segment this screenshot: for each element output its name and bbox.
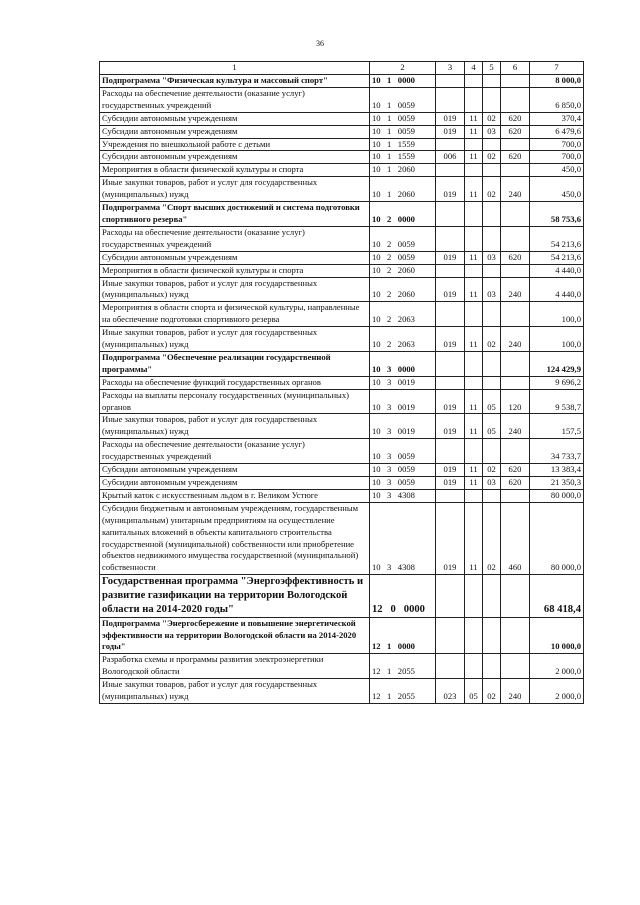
row-name: Разработка схемы и программы развития электроэнергетики Вологодской области (100, 654, 370, 679)
row-subsection-code: 02 (483, 151, 501, 164)
row-section-code: 11 (465, 112, 483, 125)
column-header: 7 (530, 62, 584, 75)
row-amount: 6 850,0 (530, 87, 584, 112)
table-row (100, 464, 584, 477)
row-ministry-code (436, 376, 465, 389)
row-amount: 2 000,0 (530, 679, 584, 704)
row-section-code: 11 (465, 389, 483, 414)
table-row (100, 125, 584, 138)
table-row (100, 575, 584, 617)
row-section-code (465, 575, 483, 617)
row-code-value: 10 3 0019 (372, 401, 415, 412)
row-section-code: 11 (465, 177, 483, 202)
row-expense-type: 240 (501, 679, 530, 704)
row-expense-type (501, 575, 530, 617)
row-name: Подпрограмма "Энергосбережение и повышение энергетической эффективности на территории Вологодской области на 2014-2020 годы" (100, 617, 370, 654)
row-name: Подпрограмма "Спорт высших достижений и система подготовки спортивного резерва" (100, 202, 370, 227)
row-code-value: 10 3 0059 (372, 451, 415, 462)
row-expense-type: 460 (501, 502, 530, 574)
row-code (370, 654, 436, 679)
row-expense-type: 240 (501, 327, 530, 352)
header-row (100, 62, 584, 75)
row-code (370, 464, 436, 477)
table-row (100, 112, 584, 125)
row-subsection-code: 02 (483, 177, 501, 202)
row-code-value: 10 2 2060 (372, 264, 415, 275)
row-code-value: 10 3 0019 (372, 426, 415, 437)
row-name: Подпрограмма "Обеспечение реализации государственной программы" (100, 351, 370, 376)
row-subsection-code (483, 439, 501, 464)
row-code (370, 679, 436, 704)
row-code-value: 10 1 0059 (372, 125, 415, 136)
table-row (100, 617, 584, 654)
row-code (370, 327, 436, 352)
row-name: Иные закупки товаров, работ и услуг для государственных (муниципальных) нужд (100, 327, 370, 352)
table-row (100, 87, 584, 112)
row-expense-type: 120 (501, 389, 530, 414)
row-code-value: 10 2 0059 (372, 251, 415, 262)
row-expense-type: 620 (501, 251, 530, 264)
row-amount: 4 440,0 (530, 277, 584, 302)
row-code (370, 202, 436, 227)
row-expense-type (501, 202, 530, 227)
table-row (100, 264, 584, 277)
row-amount: 124 429,9 (530, 351, 584, 376)
row-code (370, 617, 436, 654)
table-row (100, 414, 584, 439)
table-row (100, 489, 584, 502)
row-code-value: 12 1 0000 (372, 641, 415, 652)
row-ministry-code (436, 351, 465, 376)
row-amount: 450,0 (530, 177, 584, 202)
column-header: 3 (436, 62, 465, 75)
row-expense-type: 620 (501, 477, 530, 490)
table-row (100, 502, 584, 574)
row-section-code: 11 (465, 277, 483, 302)
row-subsection-code: 05 (483, 389, 501, 414)
row-section-code: 11 (465, 502, 483, 574)
row-subsection-code (483, 138, 501, 151)
column-header: 4 (465, 62, 483, 75)
row-subsection-code (483, 351, 501, 376)
row-expense-type: 240 (501, 277, 530, 302)
row-code-value: 10 2 2063 (372, 314, 415, 325)
table-row (100, 177, 584, 202)
row-subsection-code: 02 (483, 327, 501, 352)
row-expense-type: 240 (501, 414, 530, 439)
row-subsection-code (483, 489, 501, 502)
row-section-code (465, 264, 483, 277)
row-code (370, 112, 436, 125)
row-code (370, 264, 436, 277)
row-name: Расходы на обеспечение деятельности (оказание услуг) государственных учреждений (100, 439, 370, 464)
row-name: Учреждения по внешкольной работе с детьми (100, 138, 370, 151)
row-code-value: 10 1 2060 (372, 189, 415, 200)
row-expense-type (501, 439, 530, 464)
row-amount: 80 000,0 (530, 502, 584, 574)
row-section-code (465, 654, 483, 679)
row-code (370, 414, 436, 439)
row-name: Мероприятия в области физической культуры и спорта (100, 264, 370, 277)
row-amount: 10 000,0 (530, 617, 584, 654)
table-row (100, 679, 584, 704)
row-section-code (465, 439, 483, 464)
row-name: Мероприятия в области физической культуры и спорта (100, 164, 370, 177)
row-code (370, 277, 436, 302)
row-amount: 100,0 (530, 302, 584, 327)
row-section-code: 05 (465, 679, 483, 704)
row-subsection-code: 05 (483, 414, 501, 439)
row-name: Иные закупки товаров, работ и услуг для государственных (муниципальных) нужд (100, 277, 370, 302)
row-expense-type (501, 75, 530, 88)
row-name: Субсидии автономным учреждениям (100, 125, 370, 138)
row-name: Подпрограмма "Физическая культура и массовый спорт" (100, 75, 370, 88)
row-code-value: 10 2 0000 (372, 213, 415, 224)
column-header: 5 (483, 62, 501, 75)
table-row (100, 327, 584, 352)
table-row (100, 351, 584, 376)
row-name: Мероприятия в области спорта и физической культуры, направленные на обеспечение подготовки спортивного резерва (100, 302, 370, 327)
row-code-value: 10 1 1559 (372, 138, 415, 149)
row-code (370, 575, 436, 617)
row-subsection-code (483, 376, 501, 389)
row-code (370, 87, 436, 112)
row-code-value: 10 1 2060 (372, 164, 415, 175)
table-row (100, 277, 584, 302)
table-row (100, 302, 584, 327)
row-code-value: 10 3 0019 (372, 376, 415, 387)
row-subsection-code (483, 264, 501, 277)
row-expense-type (501, 489, 530, 502)
row-code (370, 351, 436, 376)
column-header: 1 (100, 62, 370, 75)
row-subsection-code: 02 (483, 464, 501, 477)
row-section-code (465, 164, 483, 177)
row-section-code: 11 (465, 251, 483, 264)
column-header: 2 (370, 62, 436, 75)
row-name: Субсидии автономным учреждениям (100, 477, 370, 490)
row-name: Расходы на обеспечение деятельности (оказание услуг) государственных учреждений (100, 87, 370, 112)
row-ministry-code (436, 226, 465, 251)
row-expense-type: 240 (501, 177, 530, 202)
row-name: Субсидии бюджетным и автономным учреждениям, государственным (муниципальным) унитарным предприятиям на осуществление капитальных вложений в объекты капитального строительства государственной (муниципальной) собственности или приобретение объектов недвижимого имущества государственной (муниципальной) собственности (100, 502, 370, 574)
table-row (100, 138, 584, 151)
row-expense-type (501, 654, 530, 679)
row-name: Крытый каток с искусственным льдом в г. Великом Устюге (100, 489, 370, 502)
row-ministry-code (436, 302, 465, 327)
row-section-code (465, 617, 483, 654)
row-code-value: 10 3 4308 (372, 562, 415, 573)
row-ministry-code (436, 87, 465, 112)
row-subsection-code (483, 75, 501, 88)
row-ministry-code: 006 (436, 151, 465, 164)
row-code (370, 376, 436, 389)
row-ministry-code: 019 (436, 251, 465, 264)
row-expense-type (501, 87, 530, 112)
row-ministry-code (436, 654, 465, 679)
row-code-value: 10 2 0059 (372, 238, 415, 249)
row-name: Государственная программа "Энергоэффективность и развитие газификации на территории Вологодской области на 2014-2020 годы" (100, 575, 370, 617)
row-expense-type (501, 617, 530, 654)
row-amount: 9 538,7 (530, 389, 584, 414)
row-name: Расходы на обеспечение деятельности (оказание услуг) государственных учреждений (100, 226, 370, 251)
row-code-value: 10 2 2063 (372, 339, 415, 350)
row-amount: 157,5 (530, 414, 584, 439)
table-row (100, 75, 584, 88)
row-ministry-code: 019 (436, 464, 465, 477)
row-code (370, 226, 436, 251)
row-code-value: 10 3 0059 (372, 464, 415, 475)
row-ministry-code (436, 575, 465, 617)
row-ministry-code (436, 264, 465, 277)
row-subsection-code (483, 87, 501, 112)
row-code-value: 10 1 0059 (372, 112, 415, 123)
row-code (370, 125, 436, 138)
row-ministry-code: 019 (436, 414, 465, 439)
column-header: 6 (501, 62, 530, 75)
row-name: Субсидии автономным учреждениям (100, 112, 370, 125)
row-expense-type: 620 (501, 151, 530, 164)
row-amount: 8 000,0 (530, 75, 584, 88)
row-subsection-code (483, 164, 501, 177)
row-name: Расходы на выплаты персоналу государственных (муниципальных) органов (100, 389, 370, 414)
row-section-code: 11 (465, 414, 483, 439)
row-ministry-code: 019 (436, 125, 465, 138)
table-row (100, 654, 584, 679)
row-ministry-code (436, 617, 465, 654)
table-body (100, 75, 584, 704)
table-row (100, 251, 584, 264)
row-section-code: 11 (465, 464, 483, 477)
row-subsection-code: 03 (483, 477, 501, 490)
row-section-code (465, 376, 483, 389)
row-expense-type (501, 138, 530, 151)
row-code-value: 10 3 4308 (372, 489, 415, 500)
row-section-code (465, 226, 483, 251)
row-code (370, 251, 436, 264)
row-ministry-code (436, 202, 465, 227)
row-code (370, 489, 436, 502)
row-amount: 54 213,6 (530, 251, 584, 264)
row-subsection-code: 02 (483, 502, 501, 574)
row-expense-type (501, 302, 530, 327)
row-amount: 2 000,0 (530, 654, 584, 679)
row-ministry-code: 019 (436, 112, 465, 125)
row-subsection-code (483, 226, 501, 251)
row-section-code (465, 351, 483, 376)
row-amount: 68 418,4 (530, 575, 584, 617)
row-ministry-code: 019 (436, 477, 465, 490)
row-code-value: 10 2 2060 (372, 289, 415, 300)
row-ministry-code (436, 75, 465, 88)
table-row (100, 202, 584, 227)
row-name: Иные закупки товаров, работ и услуг для государственных (муниципальных) нужд (100, 679, 370, 704)
row-code-value: 10 1 0000 (372, 75, 415, 85)
row-amount: 4 440,0 (530, 264, 584, 277)
row-subsection-code: 03 (483, 125, 501, 138)
row-ministry-code (436, 138, 465, 151)
table-row (100, 164, 584, 177)
table-row (100, 477, 584, 490)
row-subsection-code (483, 302, 501, 327)
table-row (100, 439, 584, 464)
row-code-value: 12 1 2055 (372, 691, 415, 702)
row-amount: 450,0 (530, 164, 584, 177)
row-code-value: 10 1 0059 (372, 99, 415, 110)
row-amount: 700,0 (530, 138, 584, 151)
row-section-code (465, 75, 483, 88)
row-code (370, 477, 436, 490)
row-expense-type (501, 351, 530, 376)
row-subsection-code: 02 (483, 679, 501, 704)
budget-table (99, 61, 584, 704)
row-ministry-code: 019 (436, 277, 465, 302)
row-section-code (465, 87, 483, 112)
row-amount: 80 000,0 (530, 489, 584, 502)
row-subsection-code (483, 202, 501, 227)
row-section-code (465, 302, 483, 327)
row-subsection-code (483, 575, 501, 617)
row-amount: 13 383,4 (530, 464, 584, 477)
row-section-code (465, 489, 483, 502)
row-section-code (465, 202, 483, 227)
row-ministry-code (436, 489, 465, 502)
row-ministry-code: 019 (436, 389, 465, 414)
row-expense-type: 620 (501, 112, 530, 125)
row-section-code: 11 (465, 125, 483, 138)
row-code-value: 12 1 2055 (372, 666, 415, 677)
row-amount: 9 696,2 (530, 376, 584, 389)
row-subsection-code: 03 (483, 251, 501, 264)
row-ministry-code (436, 439, 465, 464)
row-amount: 6 479,6 (530, 125, 584, 138)
row-code (370, 302, 436, 327)
row-code (370, 151, 436, 164)
row-code (370, 164, 436, 177)
row-name: Субсидии автономным учреждениям (100, 464, 370, 477)
row-expense-type (501, 264, 530, 277)
row-amount: 700,0 (530, 151, 584, 164)
row-subsection-code (483, 654, 501, 679)
row-ministry-code: 019 (436, 177, 465, 202)
row-name: Субсидии автономным учреждениям (100, 251, 370, 264)
row-subsection-code: 02 (483, 112, 501, 125)
row-amount: 34 733,7 (530, 439, 584, 464)
row-section-code (465, 138, 483, 151)
row-subsection-code (483, 617, 501, 654)
row-code (370, 138, 436, 151)
table-row (100, 376, 584, 389)
row-amount: 21 350,3 (530, 477, 584, 490)
row-section-code: 11 (465, 327, 483, 352)
row-section-code: 11 (465, 477, 483, 490)
row-section-code: 11 (465, 151, 483, 164)
row-expense-type (501, 226, 530, 251)
row-name: Иные закупки товаров, работ и услуг для государственных (муниципальных) нужд (100, 414, 370, 439)
row-ministry-code: 023 (436, 679, 465, 704)
table-row (100, 151, 584, 164)
row-code-value: 12 0 0000 (372, 603, 425, 615)
row-code (370, 439, 436, 464)
row-name: Расходы на обеспечение функций государственных органов (100, 376, 370, 389)
row-expense-type: 620 (501, 464, 530, 477)
row-name: Субсидии автономным учреждениям (100, 151, 370, 164)
row-expense-type (501, 164, 530, 177)
page-number: 36 (316, 39, 324, 48)
row-code (370, 177, 436, 202)
row-amount: 54 213,6 (530, 226, 584, 251)
row-ministry-code (436, 164, 465, 177)
row-expense-type (501, 376, 530, 389)
table-row (100, 389, 584, 414)
table-row (100, 226, 584, 251)
row-amount: 370,4 (530, 112, 584, 125)
row-code (370, 389, 436, 414)
row-amount: 58 753,6 (530, 202, 584, 227)
row-amount: 100,0 (530, 327, 584, 352)
row-expense-type: 620 (501, 125, 530, 138)
row-name: Иные закупки товаров, работ и услуг для государственных (муниципальных) нужд (100, 177, 370, 202)
row-subsection-code: 03 (483, 277, 501, 302)
row-ministry-code: 019 (436, 502, 465, 574)
row-ministry-code: 019 (436, 327, 465, 352)
row-code-value: 10 1 1559 (372, 151, 415, 162)
row-code-value: 10 3 0000 (372, 363, 415, 374)
row-code (370, 75, 436, 88)
row-code-value: 10 3 0059 (372, 477, 415, 487)
row-code (370, 502, 436, 574)
